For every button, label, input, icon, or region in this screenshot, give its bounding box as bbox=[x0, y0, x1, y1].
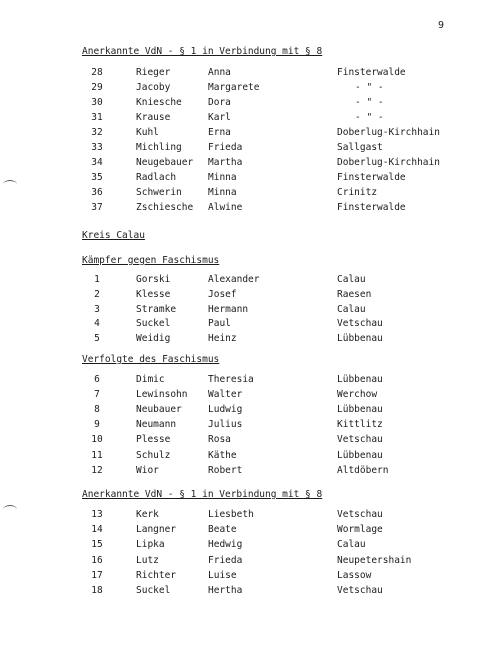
entry-number: 11 bbox=[91, 449, 103, 461]
entry-number: 33 bbox=[91, 141, 103, 153]
entry-number: 16 bbox=[91, 554, 103, 566]
list-row bbox=[0, 274, 480, 288]
place-name: Raesen bbox=[337, 288, 372, 300]
place-name: Calau bbox=[337, 274, 366, 285]
entry-number: 8 bbox=[94, 404, 100, 416]
entry-number: 9 bbox=[94, 419, 100, 431]
last-name: Jacoby bbox=[136, 81, 171, 93]
first-name: Erna bbox=[208, 126, 231, 138]
section-heading: Anerkannte VdN - § 1 in Verbindung mit § 8 bbox=[82, 489, 323, 500]
last-name: Wior bbox=[136, 464, 159, 476]
first-name: Robert bbox=[208, 464, 243, 476]
entry-number: 31 bbox=[91, 111, 103, 123]
last-name: Rieger bbox=[136, 67, 171, 78]
first-name: Alexander bbox=[208, 274, 260, 285]
last-name: Lipka bbox=[136, 539, 165, 551]
last-name: Stramke bbox=[136, 303, 177, 315]
first-name: Ludwig bbox=[208, 404, 243, 416]
list-row bbox=[0, 187, 480, 201]
list-row bbox=[0, 585, 480, 599]
first-name: Alwine bbox=[208, 201, 243, 213]
place-name: Finsterwalde bbox=[337, 67, 406, 78]
first-name: Hertha bbox=[208, 585, 243, 596]
first-name: Paul bbox=[208, 318, 231, 330]
place-name: Finsterwalde bbox=[337, 171, 406, 183]
entry-number: 10 bbox=[91, 434, 103, 446]
entry-number: 3 bbox=[94, 303, 100, 315]
place-name: Doberlug-Kirchhain bbox=[337, 126, 440, 138]
entry-number: 2 bbox=[94, 288, 100, 300]
list-row bbox=[0, 67, 480, 81]
last-name: Kniesche bbox=[136, 96, 182, 108]
place-name: Neupetershain bbox=[337, 554, 412, 566]
list-row bbox=[0, 304, 480, 318]
first-name: Heinz bbox=[208, 333, 237, 345]
place-name: - " - bbox=[355, 96, 384, 108]
section-heading: Anerkannte VdN - § 1 in Verbindung mit § 8 bbox=[82, 46, 323, 57]
first-name: Luise bbox=[208, 569, 237, 581]
last-name: Zschiesche bbox=[136, 201, 194, 213]
place-name: Doberlug-Kirchhain bbox=[337, 156, 440, 168]
last-name: Krause bbox=[136, 111, 171, 123]
last-name: Michling bbox=[136, 141, 182, 153]
place-name: Vetschau bbox=[337, 509, 383, 520]
first-name: Liesbeth bbox=[208, 509, 254, 520]
last-name: Kerk bbox=[136, 509, 159, 520]
list-row bbox=[0, 202, 480, 216]
list-row bbox=[0, 318, 480, 332]
last-name: Radlach bbox=[136, 171, 177, 183]
first-name: Anna bbox=[208, 67, 231, 78]
first-name: Frieda bbox=[208, 554, 243, 566]
first-name: Beate bbox=[208, 524, 237, 536]
list-row bbox=[0, 289, 480, 303]
first-name: Theresia bbox=[208, 374, 254, 385]
first-name: Martha bbox=[208, 156, 243, 168]
place-name: - " - bbox=[355, 81, 384, 93]
last-name: Schulz bbox=[136, 449, 171, 461]
first-name: Käthe bbox=[208, 449, 237, 461]
list-row bbox=[0, 419, 480, 433]
place-name: Lübbenau bbox=[337, 333, 383, 345]
place-name: Altdöbern bbox=[337, 464, 389, 476]
last-name: Weidig bbox=[136, 333, 171, 345]
last-name: Dimic bbox=[136, 374, 165, 385]
last-name: Kuhl bbox=[136, 126, 159, 138]
entry-number: 17 bbox=[91, 569, 103, 581]
last-name: Lewinsohn bbox=[136, 389, 188, 401]
entry-number: 7 bbox=[94, 389, 100, 401]
entry-number: 32 bbox=[91, 126, 103, 138]
first-name: Rosa bbox=[208, 434, 231, 446]
entry-number: 37 bbox=[91, 201, 103, 213]
last-name: Gorski bbox=[136, 274, 171, 285]
section-heading: Verfolgte des Faschismus bbox=[82, 354, 220, 365]
list-row bbox=[0, 389, 480, 403]
list-row bbox=[0, 333, 480, 347]
entry-number: 5 bbox=[94, 333, 100, 345]
place-name: Wormlage bbox=[337, 524, 383, 536]
entry-number: 12 bbox=[91, 464, 103, 476]
last-name: Richter bbox=[136, 569, 177, 581]
list-row bbox=[0, 404, 480, 418]
list-row bbox=[0, 127, 480, 141]
place-name: Vetschau bbox=[337, 434, 383, 446]
entry-number: 29 bbox=[91, 81, 103, 93]
list-row bbox=[0, 434, 480, 448]
entry-number: 34 bbox=[91, 156, 103, 168]
last-name: Suckel bbox=[136, 585, 171, 596]
list-row bbox=[0, 509, 480, 523]
first-name: Frieda bbox=[208, 141, 243, 153]
list-row bbox=[0, 82, 480, 96]
list-row bbox=[0, 157, 480, 171]
section-heading: Kreis Calau bbox=[82, 230, 145, 241]
list-row bbox=[0, 539, 480, 553]
list-row bbox=[0, 465, 480, 479]
section-heading: Kämpfer gegen Faschismus bbox=[82, 255, 220, 266]
place-name: Vetschau bbox=[337, 585, 383, 596]
entry-number: 36 bbox=[91, 186, 103, 198]
entry-number: 35 bbox=[91, 171, 103, 183]
first-name: Minna bbox=[208, 171, 237, 183]
list-row bbox=[0, 555, 480, 569]
place-name: Calau bbox=[337, 303, 366, 315]
last-name: Neugebauer bbox=[136, 156, 194, 168]
list-row bbox=[0, 524, 480, 538]
page-number: 9 bbox=[438, 20, 445, 31]
first-name: Walter bbox=[208, 389, 243, 401]
entry-number: 18 bbox=[91, 585, 103, 596]
last-name: Neumann bbox=[136, 419, 177, 431]
list-row bbox=[0, 374, 480, 388]
first-name: Hedwig bbox=[208, 539, 243, 551]
first-name: Hermann bbox=[208, 303, 249, 315]
entry-number: 14 bbox=[91, 524, 103, 536]
last-name: Suckel bbox=[136, 318, 171, 330]
last-name: Plesse bbox=[136, 434, 171, 446]
list-row bbox=[0, 142, 480, 156]
entry-number: 13 bbox=[91, 509, 103, 520]
entry-number: 28 bbox=[91, 67, 103, 78]
place-name: Werchow bbox=[337, 389, 378, 401]
last-name: Klesse bbox=[136, 288, 171, 300]
last-name: Neubauer bbox=[136, 404, 182, 416]
entry-number: 4 bbox=[94, 318, 100, 330]
list-row bbox=[0, 172, 480, 186]
place-name: Kittlitz bbox=[337, 419, 383, 431]
place-name: Finsterwalde bbox=[337, 201, 406, 213]
place-name: Sallgast bbox=[337, 141, 383, 153]
place-name: Lübbenau bbox=[337, 374, 383, 385]
entry-number: 15 bbox=[91, 539, 103, 551]
place-name: Lübbenau bbox=[337, 449, 383, 461]
list-row bbox=[0, 112, 480, 126]
first-name: Margarete bbox=[208, 81, 260, 93]
place-name: Lassow bbox=[337, 569, 372, 581]
entry-number: 1 bbox=[94, 274, 100, 285]
place-name: Calau bbox=[337, 539, 366, 551]
list-row bbox=[0, 570, 480, 584]
first-name: Josef bbox=[208, 288, 237, 300]
first-name: Dora bbox=[208, 96, 231, 108]
list-row bbox=[0, 450, 480, 464]
entry-number: 6 bbox=[94, 374, 100, 385]
last-name: Schwerin bbox=[136, 186, 182, 198]
place-name: - " - bbox=[355, 111, 384, 123]
last-name: Lutz bbox=[136, 554, 159, 566]
place-name: Vetschau bbox=[337, 318, 383, 330]
first-name: Minna bbox=[208, 186, 237, 198]
place-name: Lübbenau bbox=[337, 404, 383, 416]
last-name: Langner bbox=[136, 524, 177, 536]
first-name: Karl bbox=[208, 111, 231, 123]
list-row bbox=[0, 97, 480, 111]
first-name: Julius bbox=[208, 419, 243, 431]
place-name: Crinitz bbox=[337, 186, 378, 198]
entry-number: 30 bbox=[91, 96, 103, 108]
